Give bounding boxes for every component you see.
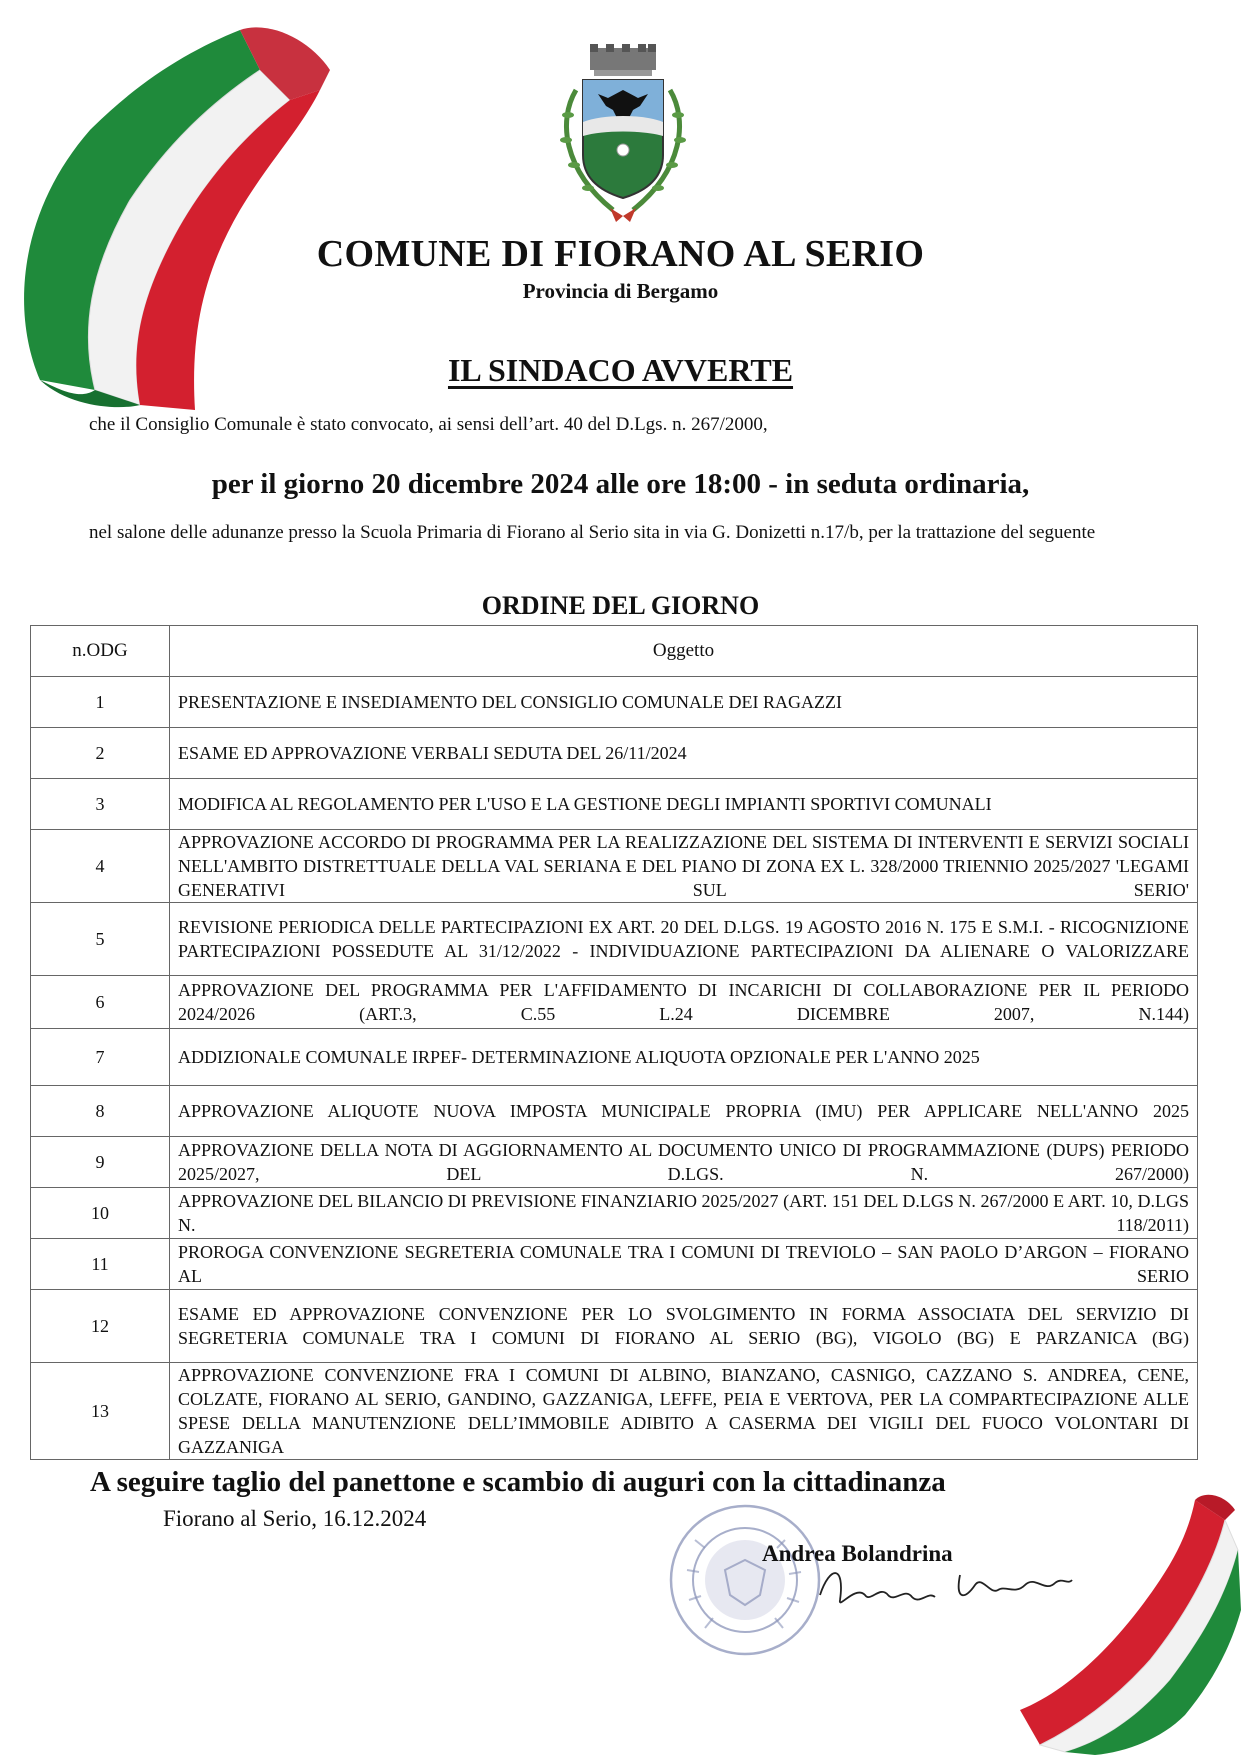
table-row (31, 976, 1198, 1029)
agenda-number: 8 (31, 1086, 170, 1137)
agenda-subject: APPROVAZIONE DELLA NOTA DI AGGIORNAMENTO AL DOCUMENTO UNICO DI PROGRAMMAZIONE (DUPS) PERIODO 2025/2027, DEL D.LGS. N. 267/2000) (170, 1137, 1198, 1188)
agenda-subject: ESAME ED APPROVAZIONE VERBALI SEDUTA DEL 26/11/2024 (170, 728, 1198, 779)
agenda-subject: ADDIZIONALE COMUNALE IRPEF- DETERMINAZIONE ALIQUOTA OPZIONALE PER L'ANNO 2025 (170, 1029, 1198, 1086)
column-header-subject: Oggetto (170, 626, 1198, 677)
table-row (31, 1363, 1198, 1460)
agenda-number: 3 (31, 779, 170, 830)
provincia-subtitle: Provincia di Bergamo (522, 279, 719, 303)
table-row (31, 1086, 1198, 1137)
table-row (31, 1137, 1198, 1188)
agenda-number: 10 (31, 1188, 170, 1239)
comune-title: COMUNE DI FIORANO AL SERIO (316, 233, 925, 275)
table-row (31, 728, 1198, 779)
agenda-number: 11 (31, 1239, 170, 1290)
agenda-subject: APPROVAZIONE DEL BILANCIO DI PREVISIONE FINANZIARIO 2025/2027 (ART. 151 DEL D.LGS N. 267/2000 E ART. 10, D.LGS N. 118/2011) (170, 1188, 1198, 1239)
table-row (31, 1239, 1198, 1290)
agenda-subject: APPROVAZIONE ALIQUOTE NUOVA IMPOSTA MUNICIPALE PROPRIA (IMU) PER APPLICARE NELL'ANNO 2025 (170, 1086, 1198, 1137)
agenda-subject: PRESENTAZIONE E INSEDIAMENTO DEL CONSIGLIO COMUNALE DEI RAGAZZI (170, 677, 1198, 728)
column-header-number: n.ODG (31, 626, 170, 677)
closing-announcement: A seguire taglio del panettone e scambio di auguri con la cittadinanza (90, 1466, 946, 1498)
table-row (31, 677, 1198, 728)
place-and-date: Fiorano al Serio, 16.12.2024 (163, 1506, 427, 1531)
agenda-number: 5 (31, 903, 170, 976)
agenda-number: 13 (31, 1363, 170, 1460)
official-stamp (665, 1500, 825, 1660)
agenda-number: 1 (31, 677, 170, 728)
italian-flag-ribbon-top (0, 10, 370, 410)
table-row (31, 1290, 1198, 1363)
agenda-number: 2 (31, 728, 170, 779)
table-row (31, 779, 1198, 830)
agenda-subject: APPROVAZIONE CONVENZIONE FRA I COMUNI DI ALBINO, BIANZANO, CASNIGO, CAZZANO S. ANDREA, CENE, COLZATE, FIORANO AL SERIO, GANDINO, GAZZANIGA, LEFFE, PEIA E VERTOVA, PER LA COMPARTECIPAZIONE ALLE SPESE DELLA MANUTENZIONE DELL’IMMOBILE ADIBITO A CASERMA DEI VIGILI DEL FUOCO VOLONTARI DI GAZZANIGA (170, 1363, 1198, 1460)
meeting-date-line: per il giorno 20 dicembre 2024 alle ore 18:00 - in seduta ordinaria, (211, 468, 1030, 500)
agenda-title: ORDINE DEL GIORNO (481, 591, 760, 620)
agenda-header-row (31, 626, 1198, 677)
signer-name: Andrea Bolandrina (762, 1541, 953, 1566)
agenda-subject: APPROVAZIONE ACCORDO DI PROGRAMMA PER LA REALIZZAZIONE DEL SISTEMA DI INTERVENTI E SERVIZI SOCIALI NELL'AMBITO DISTRETTUALE DELLA VAL SERIANA E DEL PIANO DI ZONA EX L. 328/2000 TRIENNIO 2025/2027 'LEGAMI GENERATIVI SUL SERIO' (170, 830, 1198, 903)
agenda-subject: PROROGA CONVENZIONE SEGRETERIA COMUNALE TRA I COMUNI DI TREVIOLO – SAN PAOLO D’ARGON – FIORANO AL SERIO (170, 1239, 1198, 1290)
municipal-crest-logo (548, 40, 698, 225)
agenda-subject: ESAME ED APPROVAZIONE CONVENZIONE PER LO SVOLGIMENTO IN FORMA ASSOCIATA DEL SERVIZIO DI SEGRETERIA COMUNALE TRA I COMUNI DI FIORANO AL SERIO (BG), VIGOLO (BG) E PARZANICA (BG) (170, 1290, 1198, 1363)
agenda-number: 7 (31, 1029, 170, 1086)
table-row (31, 1029, 1198, 1086)
agenda-subject: MODIFICA AL REGOLAMENTO PER L'USO E LA GESTIONE DEGLI IMPIANTI SPORTIVI COMUNALI (170, 779, 1198, 830)
agenda-number: 12 (31, 1290, 170, 1363)
table-row (31, 830, 1198, 903)
table-row (31, 903, 1198, 976)
agenda-number: 6 (31, 976, 170, 1029)
notice-heading: IL SINDACO AVVERTE (447, 352, 794, 388)
agenda-number: 9 (31, 1137, 170, 1188)
table-row (31, 1188, 1198, 1239)
notice-intro: che il Consiglio Comunale è stato convocato, ai sensi dell’art. 40 del D.Lgs. n. 267/2000, (89, 414, 768, 435)
italian-flag-ribbon-bottom (1010, 1490, 1241, 1755)
agenda-subject: APPROVAZIONE DEL PROGRAMMA PER L'AFFIDAMENTO DI INCARICHI DI COLLABORAZIONE PER IL PERIODO 2024/2026 (ART.3, C.55 L.24 DICEMBRE 2007, N.144) (170, 976, 1198, 1029)
meeting-venue-text: nel salone delle adunanze presso la Scuola Primaria di Fiorano al Serio sita in via G. Donizetti n.17/b, per la trattazione del seguente (89, 522, 1096, 543)
agenda-table (30, 625, 1198, 1460)
agenda-number: 4 (31, 830, 170, 903)
agenda-subject: REVISIONE PERIODICA DELLE PARTECIPAZIONI EX ART. 20 DEL D.LGS. 19 AGOSTO 2016 N. 175 E S.M.I. - RICOGNIZIONE PARTECIPAZIONI POSSEDUTE AL 31/12/2022 - INDIVIDUAZIONE PARTECIPAZIONI DA ALIENARE O VALORIZZARE (170, 903, 1198, 976)
